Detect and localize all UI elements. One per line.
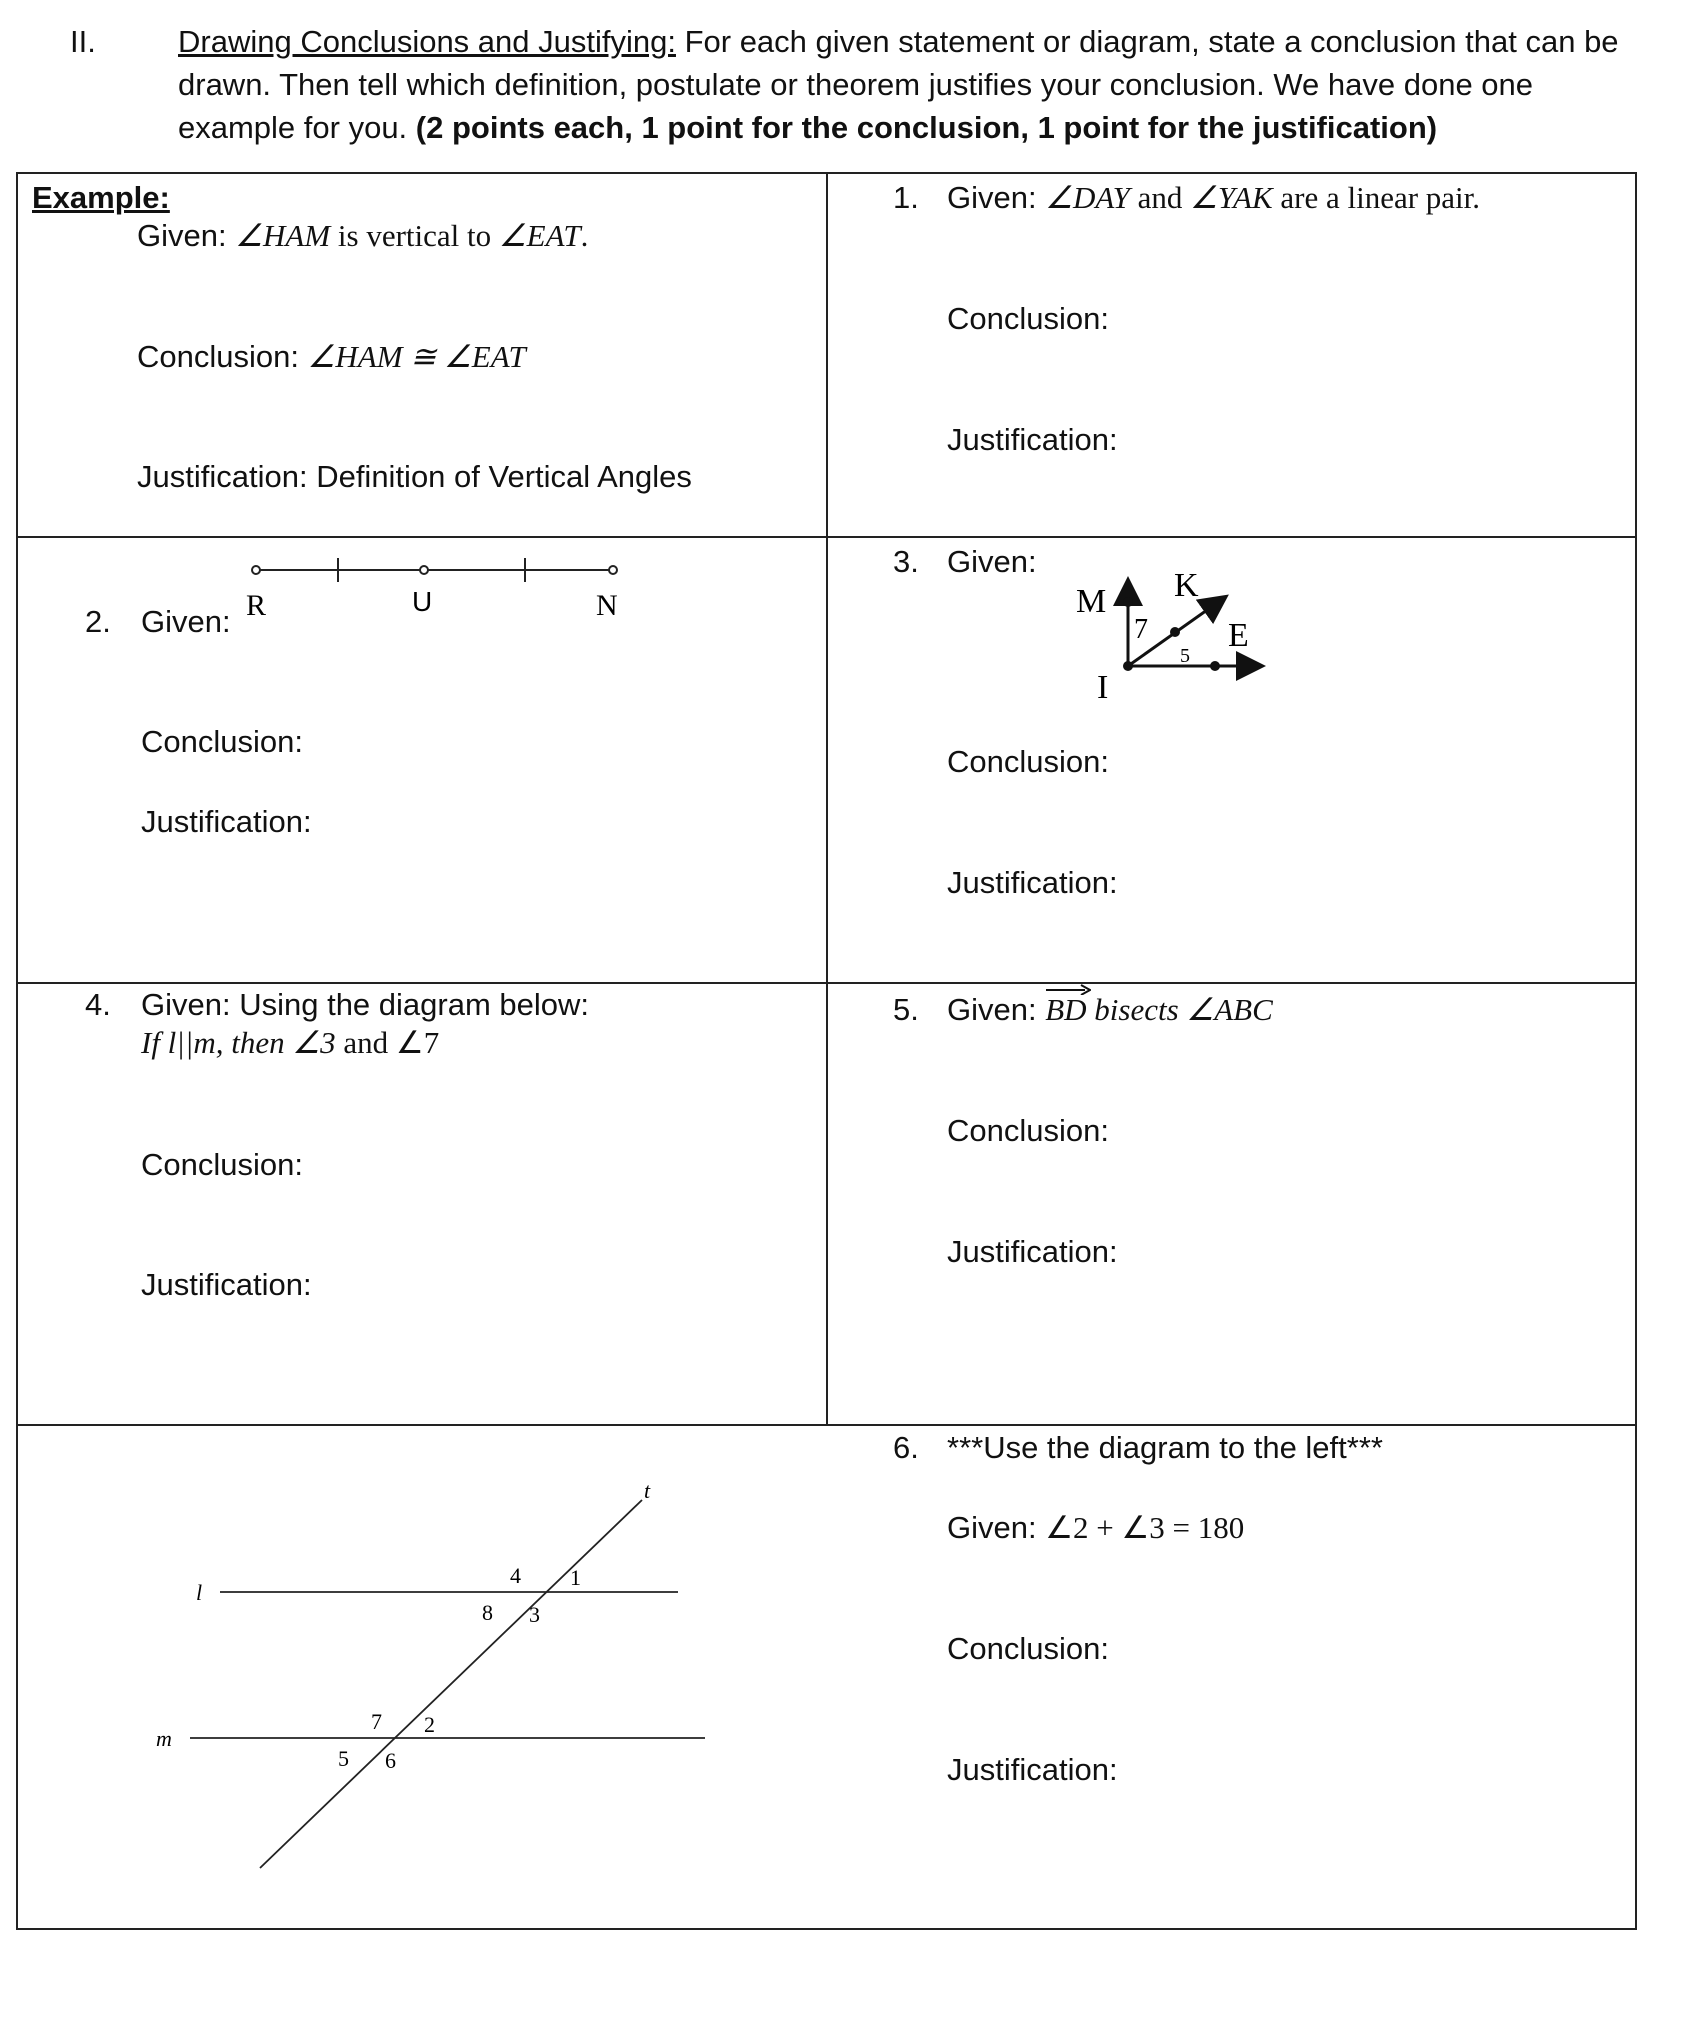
parallel-lines-transversal-diagram bbox=[140, 1470, 740, 1890]
point-i-label: I bbox=[1097, 669, 1109, 700]
angle-6-label: 6 bbox=[385, 1748, 396, 1773]
segment-run-diagram bbox=[235, 548, 635, 628]
line-m-label: m bbox=[156, 1726, 172, 1751]
problem-2-justification-label: Justification: bbox=[141, 804, 312, 839]
problem-1-given: Given: ∠DAY and ∠YAK are a linear pair. bbox=[947, 180, 1481, 215]
table-border-bottom bbox=[16, 1928, 1637, 1930]
problem-1-conclusion-label: Conclusion: bbox=[947, 301, 1109, 336]
transversal-t-label: t bbox=[644, 1478, 651, 1503]
problem-2-conclusion-label: Conclusion: bbox=[141, 724, 303, 759]
instructions bbox=[178, 20, 1623, 149]
problem-1-justification-label: Justification: bbox=[947, 422, 1118, 457]
example-conclusion: Conclusion: ∠HAM ≅ ∠EAT bbox=[137, 339, 526, 374]
problem-6-conclusion-label: Conclusion: bbox=[947, 1631, 1109, 1666]
problem-1-number: 1. bbox=[893, 180, 919, 215]
problem-3-justification-label: Justification: bbox=[947, 865, 1118, 900]
angle-1-label: 1 bbox=[570, 1565, 581, 1590]
line-l-label: l bbox=[196, 1580, 203, 1605]
example-given: Given: ∠HAM is vertical to ∠EAT. bbox=[137, 218, 589, 253]
problem-5-given: Given: BD bisects ∠ABC bbox=[947, 993, 1273, 1027]
problem-5-conclusion-label: Conclusion: bbox=[947, 1113, 1109, 1148]
problem-5-justification-label: Justification: bbox=[947, 1234, 1118, 1269]
problem-6-justification-label: Justification: bbox=[947, 1752, 1118, 1787]
table-column-divider bbox=[826, 172, 828, 1426]
angle-2-label: 2 bbox=[424, 1712, 435, 1737]
instructions-title: Drawing Conclusions and Justifying: bbox=[178, 24, 676, 59]
problem-3-number: 3. bbox=[893, 544, 919, 579]
problem-4-given: Given: Using the diagram below: bbox=[141, 987, 590, 1022]
transversal-t bbox=[260, 1500, 642, 1868]
angle-7-label: 7 bbox=[371, 1709, 382, 1734]
angle-5-label: 5 bbox=[338, 1746, 349, 1771]
problem-6-given: Given: ∠2 + ∠3 = 180 bbox=[947, 1510, 1245, 1545]
point-r-label: R bbox=[246, 589, 267, 622]
problem-4-number: 4. bbox=[85, 987, 111, 1022]
point-u-label: U bbox=[412, 586, 433, 617]
example-heading: Example: bbox=[32, 180, 170, 215]
section-number: II. bbox=[70, 24, 96, 59]
angle-4-label: 4 bbox=[510, 1563, 521, 1588]
instructions-body: For each given statement or diagram, state a conclusion that can be drawn. Then tell which definition, postulate or theorem justifies your conclusion. We have done one example for you. bbox=[178, 24, 1619, 145]
problem-4-statement: If l||m, then ∠3 and ∠7 bbox=[141, 1025, 440, 1060]
problem-4-conclusion-label: Conclusion: bbox=[141, 1147, 303, 1182]
point-k-label: K bbox=[1174, 567, 1199, 604]
problem-3-conclusion-label: Conclusion: bbox=[947, 744, 1109, 779]
ray-bd: BD bbox=[1045, 993, 1086, 1027]
problem-6-note: ***Use the diagram to the left*** bbox=[947, 1430, 1383, 1465]
problem-2-number: 2. bbox=[85, 604, 111, 639]
angle-3-label: 3 bbox=[529, 1602, 540, 1627]
example-justification: Justification: Definition of Vertical Angles bbox=[137, 459, 692, 494]
problem-4-justification-label: Justification: bbox=[141, 1267, 312, 1302]
angle-5-label: 5 bbox=[1180, 645, 1190, 667]
problem-2-given: Given: bbox=[141, 604, 231, 639]
angle-mike-diagram bbox=[1070, 560, 1270, 700]
angle-7-label: 7 bbox=[1134, 614, 1148, 645]
point-n-label: N bbox=[596, 589, 618, 622]
problem-3-given: Given: bbox=[947, 544, 1037, 579]
problem-5-number: 5. bbox=[893, 992, 919, 1027]
table-border-right bbox=[1635, 172, 1637, 1930]
point-m-label: M bbox=[1076, 583, 1107, 620]
points-note: (2 points each, 1 point for the conclusion, 1 point for the justification) bbox=[415, 110, 1438, 145]
problem-6-number: 6. bbox=[893, 1430, 919, 1465]
point-e-label: E bbox=[1228, 617, 1249, 654]
angle-8-label: 8 bbox=[482, 1600, 493, 1625]
table-border-left bbox=[16, 172, 18, 1930]
